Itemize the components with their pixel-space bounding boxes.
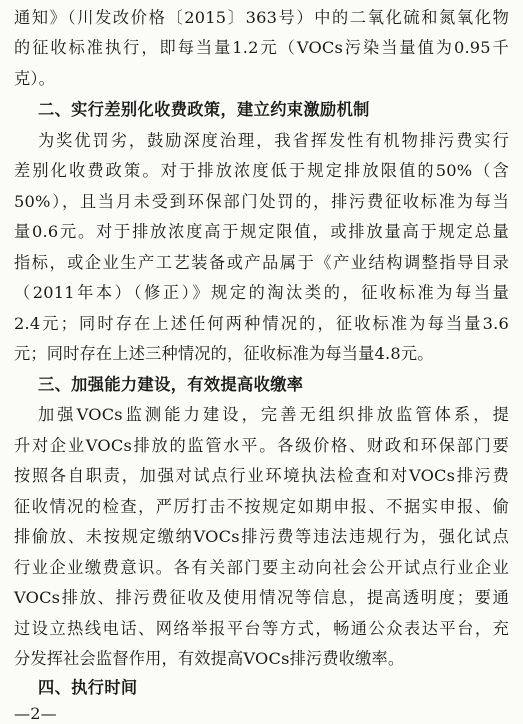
- body-line: （2011年本）（修正）》规定的淘汰类的，征收标准为每当量: [14, 283, 509, 302]
- body-line: 量0.6元。对于排放浓度高于规定限值，或排放量高于规定总量: [14, 222, 509, 241]
- body-line: 元；同时存在上述三种情况的，征收标准为每当量4.8元。: [14, 344, 434, 363]
- body-line: 按照各自职责，加强对试点行业环境执法检查和对VOCs排污费: [14, 466, 509, 485]
- section-heading-3: 三、加强能力建设，有效提高收缴率: [38, 375, 304, 394]
- body-line: 指标，或企业生产工艺装备或产品属于《产业结构调整指导目录: [14, 253, 509, 272]
- body-line: 为奖优罚劣，鼓励深度治理，我省挥发性有机物排污费实行: [38, 131, 509, 150]
- section-heading-4: 四、执行时间: [38, 678, 138, 697]
- page-number: —2—: [14, 704, 57, 723]
- body-line: 过设立热线电话、网络举报平台等方式，畅通公众表达平台，充: [14, 619, 509, 638]
- body-line: 行业企业缴费意识。各有关部门要主动向社会公开试点行业企业: [14, 558, 509, 577]
- body-line: 50%），且当月未受到环保部门处罚的，排污费征收标准为每当: [14, 192, 509, 211]
- body-line: 加强VOCs监测能力建设，完善无组织排放监管体系，提: [38, 405, 509, 424]
- body-line: 升对企业VOCs排放的监管水平。各级价格、财政和环保部门要: [14, 436, 509, 455]
- body-line: 2.4元；同时存在上述任何两种情况的，征收标准为每当量3.6: [14, 314, 509, 333]
- body-line: 克）。: [14, 69, 56, 88]
- body-line: VOCs排放、排污费征收及使用情况等信息，提高透明度；要通: [14, 588, 509, 607]
- body-line: 通知》（川发改价格〔2015〕363号）中的二氧化硫和氮氧化物: [14, 8, 509, 27]
- body-line: 排偷放、未按规定缴纳VOCs排污费等违法违规行为，强化试点: [14, 527, 509, 546]
- body-line: 分发挥社会监督作用，有效提高VOCs排污费收缴率。: [14, 649, 405, 668]
- section-heading-2: 二、实行差别化收费政策，建立约束激励机制: [38, 100, 370, 119]
- body-line: 的征收标准执行，即每当量1.2元（VOCs污染当量值为0.95千: [14, 38, 509, 57]
- body-line: 差别化收费政策。对于排放浓度低于规定排放限值的50%（含: [14, 161, 509, 180]
- body-line: 征收情况的检查，严厉打击不按规定如期申报、不据实申报、偷: [14, 497, 509, 516]
